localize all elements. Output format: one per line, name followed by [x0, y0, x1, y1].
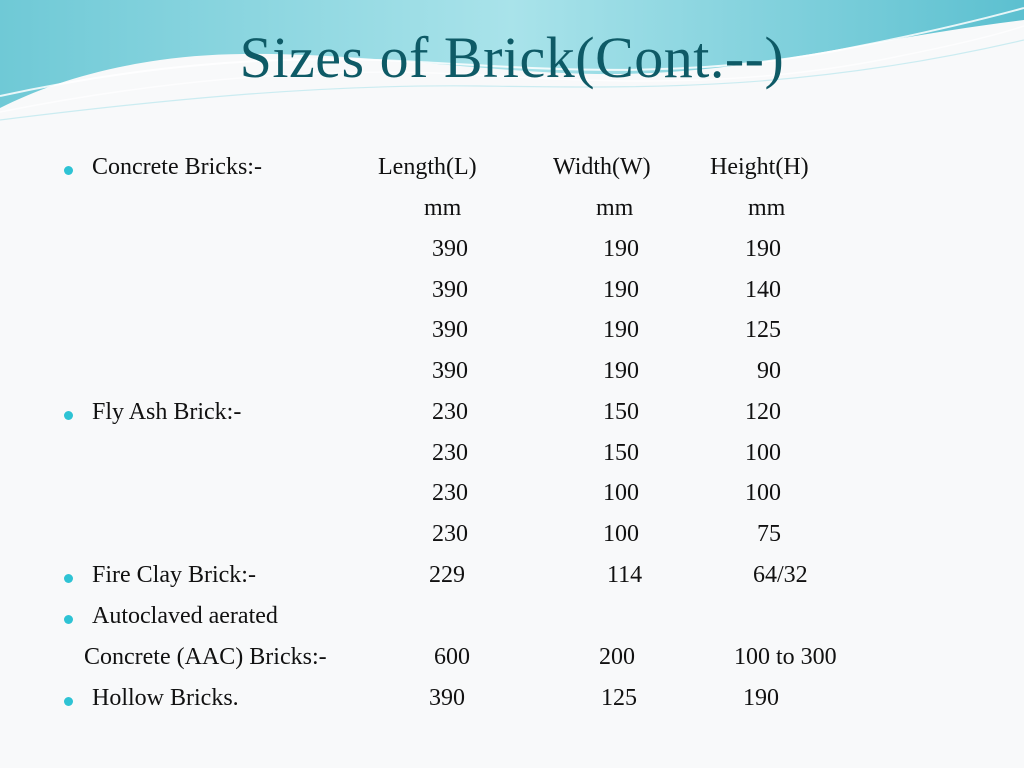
table-row — [0, 236, 1024, 276]
length-value: 390 — [432, 236, 468, 262]
table-row — [0, 480, 1024, 520]
width-value: 150 — [603, 440, 639, 466]
length-value: 230 — [432, 440, 468, 466]
category-label: Hollow Bricks. — [92, 685, 239, 711]
table-row — [0, 358, 1024, 398]
length-value: 600 — [434, 644, 470, 670]
width-unit: mm — [596, 195, 634, 221]
bullet-icon — [64, 166, 73, 175]
width-value: 100 — [603, 521, 639, 547]
width-value: 100 — [603, 480, 639, 506]
length-value: 390 — [432, 317, 468, 343]
length-value: 230 — [432, 480, 468, 506]
table-row — [0, 562, 1024, 602]
width-value: 190 — [603, 277, 639, 303]
bullet-icon — [64, 697, 73, 706]
table-row — [0, 399, 1024, 439]
category-label: Concrete Bricks:- — [92, 154, 262, 180]
width-value: 125 — [601, 685, 637, 711]
table-row — [0, 317, 1024, 357]
height-value: 190 — [745, 236, 781, 262]
length-value: 229 — [429, 562, 465, 588]
category-label: Fire Clay Brick:- — [92, 562, 256, 588]
height-value: 100 — [745, 440, 781, 466]
height-value: 140 — [745, 277, 781, 303]
bullet-icon — [64, 574, 73, 583]
height-value: 75 — [757, 521, 781, 547]
length-value: 230 — [432, 521, 468, 547]
height-value: 64/32 — [753, 562, 808, 588]
length-value: 390 — [432, 358, 468, 384]
width-column-header: Width(W) — [553, 154, 651, 180]
bullet-icon — [64, 615, 73, 624]
height-column-header: Height(H) — [710, 154, 809, 180]
length-value: 230 — [432, 399, 468, 425]
height-value: 90 — [757, 358, 781, 384]
width-value: 150 — [603, 399, 639, 425]
table-row — [0, 277, 1024, 317]
table-row — [0, 685, 1024, 725]
category-label: Concrete (AAC) Bricks:- — [84, 644, 327, 670]
slide-title: Sizes of Brick(Cont.--) — [239, 25, 785, 90]
table-header-row — [0, 154, 1024, 194]
bullet-icon — [64, 411, 73, 420]
width-value: 190 — [603, 236, 639, 262]
width-value: 114 — [607, 562, 643, 588]
length-unit: mm — [424, 195, 462, 221]
height-value: 100 — [745, 480, 781, 506]
table-row — [0, 521, 1024, 561]
category-label: Fly Ash Brick:- — [92, 399, 242, 425]
height-value: 125 — [745, 317, 781, 343]
height-value: 120 — [745, 399, 781, 425]
height-value: 100 to 300 — [734, 644, 837, 670]
table-row — [0, 644, 1024, 684]
table-row — [0, 440, 1024, 480]
table-row — [0, 603, 1024, 643]
width-value: 190 — [603, 358, 639, 384]
height-value: 190 — [743, 685, 779, 711]
category-label: Autoclaved aerated — [92, 603, 278, 629]
length-column-header: Length(L) — [378, 154, 477, 180]
length-value: 390 — [432, 277, 468, 303]
length-value: 390 — [429, 685, 465, 711]
units-row — [0, 195, 1024, 235]
width-value: 190 — [603, 317, 639, 343]
height-unit: mm — [748, 195, 786, 221]
width-value: 200 — [599, 644, 635, 670]
